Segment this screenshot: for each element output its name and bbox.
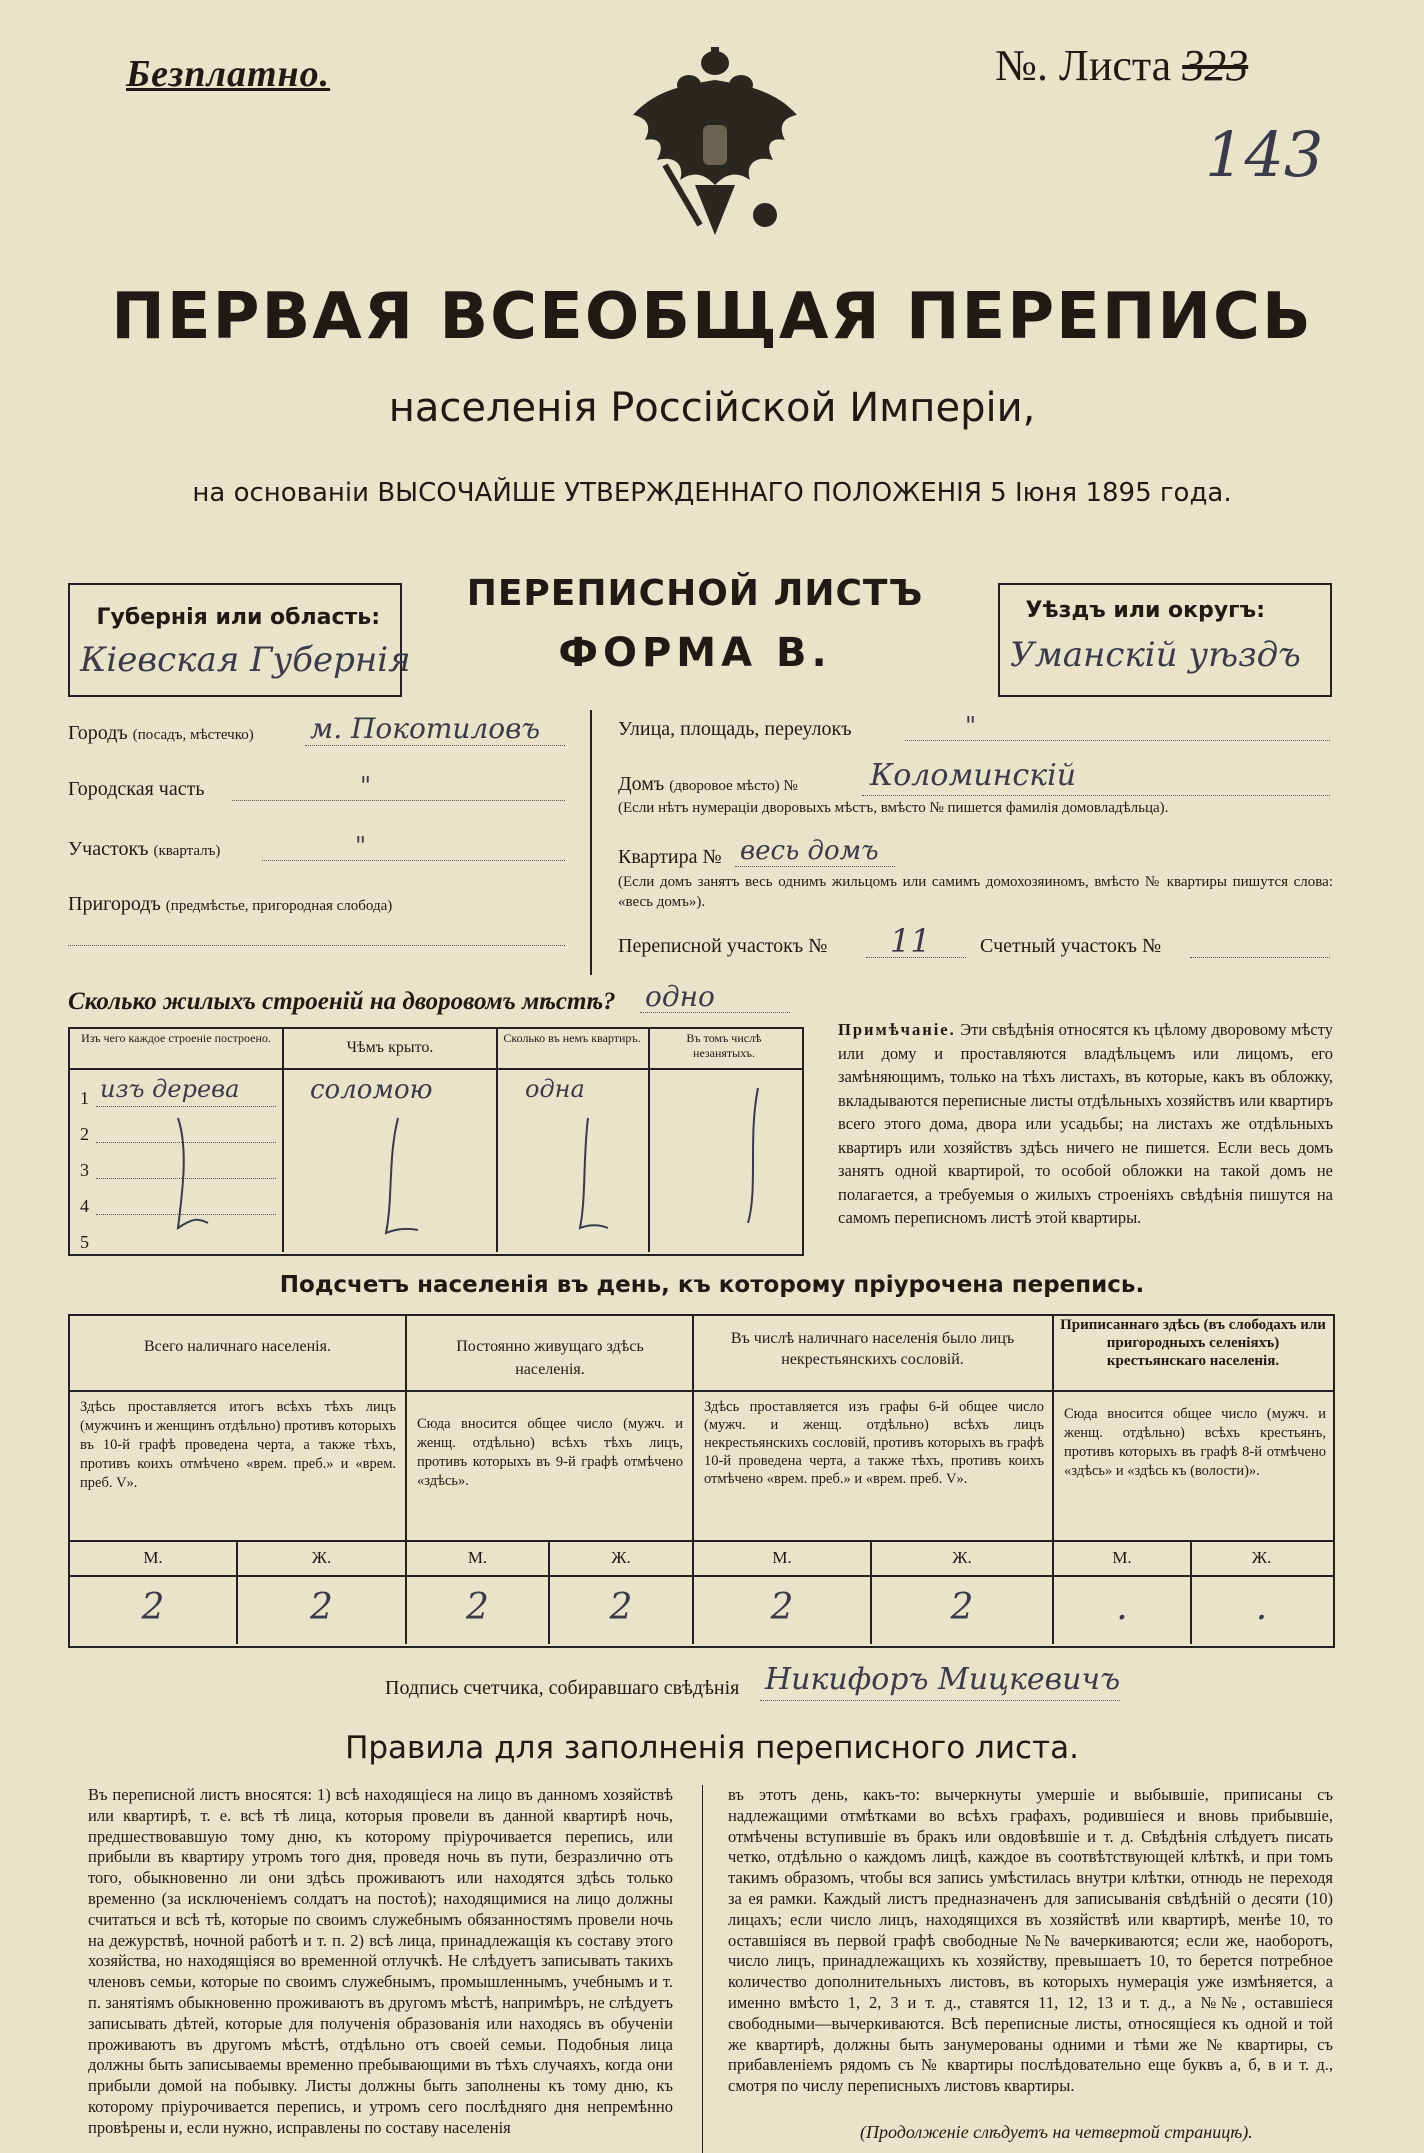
buildings-question: Сколько жилыхъ строеній на дворовомъ мѣстѣ? [68,988,616,1015]
count-m-label-2: М. [467,1548,488,1567]
rules-continued: (Продолженіе слѣдуетъ на четвертой страницѣ). [860,2122,1253,2142]
kvartira-field[interactable] [735,866,895,867]
count-value-m-2[interactable]: 2 [466,1587,489,1628]
count-value-f-3[interactable]: 2 [950,1587,974,1628]
gorod-label [68,722,254,745]
count-m-label-3: М. [772,1548,792,1567]
census-subtitle: населенія Россійской Имперіи, [388,385,1036,431]
sheet-number-prefix: №. Листа [995,41,1172,90]
free-label: Безплатно. [126,53,331,95]
count-head-3: Въ числѣ наличнаго населенія было лицъ некрестьянскихъ сословій. [730,1330,1015,1368]
count-value-m-4[interactable]: . [1116,1587,1128,1628]
rules-left-column: Въ переписной листъ вносятся: 1) всѣ находящіеся на лицо въ данномъ хозяйствѣ или квартирѣ, т. е. всѣ тѣ лица, которыя провели въ данной квартирѣ ночь, предшествовавшую тому дню, къ которому пріурочивается перепись, или прибыли въ квартиру утромъ того дня, проведя ночь въ пути, безразлично отъ того, обыкновенно ли они здѣсь проживаютъ или находятся здѣсь только временно (за исключеніемъ солдатъ на постоѣ); находящимися на лицо должны считаться и всѣ тѣ, которые по своимъ служебнымъ обязанностямъ провели ночь на дежурствѣ, ночной работѣ и т. п. 2) всѣ лица, принадлежащія къ составу этого хозяйства, но находящіяся во временной отлучкѣ. Не слѣдуетъ записывать такихъ членовъ семьи, которые по своимъ служебнымъ, промышленнымъ, учебнымъ и т. п. занятіямъ обыкновенно проживаютъ въ другомъ мѣстѣ, напримѣръ, не слѣдуетъ записывать дѣтей, которые для полученія образованія или находясь въ обученіи проживаютъ въ другомъ мѣстѣ, отдѣльно отъ своей семьи. Подобныя лица должны быть записываемы временно пребывающими въ тѣхъ случаяхъ, когда они прибыли домой на побывку. Листы должны быть заполнены къ тому дню, къ которому пріурочивается перепись, и утромъ сего послѣдняго дня непремѣнно провѣрены и, если нужно, исправлены по составу населенія [88,1785,673,2137]
perepisnoi-label: Переписной участокъ № [618,935,828,957]
rules-divider [702,1785,703,2153]
sheet-number-label [995,40,1248,91]
kvartira-label: Квартира № [618,846,722,868]
count-desc-3: Здѣсь проставляется изъ графы 6-й общее число (мужч. и женщ. отдѣльно) всѣхъ лицъ некрестьянскихъ сословій, противъ которыхъ въ графѣ 10-й проведена черта, а также тѣхъ, противъ коихъ отмѣчено «врем. преб.» и «врем. преб. V». [704,1399,1044,1487]
buildings-answer: одно [645,980,715,1013]
prigorod-field[interactable] [68,945,565,946]
count-mf-line [68,1540,1333,1542]
ulitsa-value: " [965,712,977,740]
uchastok-field[interactable] [262,860,565,861]
count-head-line [68,1390,1333,1392]
census-basis: на основаніи ВЫСОЧАЙШЕ УТВЕРЖДЕННАГО ПОЛОЖЕНІЯ 5 Іюня 1895 года. [192,478,1232,508]
count-f-label-2: Ж. [611,1548,631,1567]
chast-label: Городская часть [68,778,205,800]
count-value-m-3[interactable]: 2 [770,1587,794,1628]
signature-label: Подпись счетчика, собиравшаго свѣдѣнія [385,1677,740,1699]
row-num-2: 2 [80,1124,89,1144]
dom-hint: (Если нѣтъ нумераціи дворовыхъ мѣстъ, вмѣсто № пишется фамилія домовладѣльца). [618,800,1169,816]
count-value-m-1[interactable]: 2 [141,1587,165,1628]
uchastok-label [68,838,220,861]
row-num-5: 5 [80,1232,89,1252]
dom-label [618,773,798,796]
prigorod-note: (предмѣстье, пригородная слобода) [165,898,393,914]
gorod-note: (посадъ, мѣстечко) [132,727,254,743]
count-desc-4: Сюда вносится общее число (мужч. и женщ. отдѣльно) всѣхъ крестьянъ, противъ которыхъ въ графѣ 8-й отмѣчено «здѣсь» и «здѣсь къ (волости)». [1064,1406,1326,1479]
count-value-f-1[interactable]: 2 [310,1587,333,1628]
dom-note: (дворовое мѣсто) № [669,778,798,794]
count-f-label-4: Ж. [1251,1548,1272,1567]
buildings-head-apartments: Сколько въ немъ квартиръ. [503,1031,641,1045]
row-num-3: 3 [80,1160,89,1180]
buildings-material-value: изъ дерева [100,1075,240,1103]
bleed-through-left [180,110,450,250]
chast-value: " [360,772,372,800]
count-m-label-1: М. [143,1548,163,1567]
sheet-number-struck: 323 [1182,41,1249,90]
uezd-value: Уманскій уѣздъ [1010,635,1301,675]
form-name: ФОРМА В. [558,630,832,676]
dom-label-text: Домъ [618,773,665,795]
signature-field[interactable] [760,1700,1120,1701]
uchastok-label-text: Участокъ [68,838,149,860]
census-main-title: ПЕРВАЯ ВСЕОБЩАЯ ПЕРЕПИСЬ [111,280,1313,354]
gorod-label-text: Городъ [68,722,128,744]
row-num-4: 4 [80,1196,89,1216]
buildings-ditto-marks [68,1068,800,1252]
rules-right-column: въ этотъ день, какъ-то: вычеркнуты умершіе и выбывшіе, приписаны съ надлежащими отмѣтками во всѣхъ графахъ, родившіеся и вновь прибывшіе, отмѣчены вступившіе въ бракъ или овдовѣвшіе и т. д. Свѣдѣнія слѣдуетъ писать четко, отдѣльно о каждомъ лицѣ, каждое въ соотвѣтствующей клѣткѣ, и при томъ такимъ образомъ, чтобы вся запись умѣстилась внутри клѣтки, отнюдь не переходя за ея рамки. Каждый листъ предназначенъ для записыванія свѣдѣній о десяти (10) лицахъ; если число лицъ, находящихся въ хозяйствѣ или квартирѣ, менѣе 10, то оставшіяся въ первой графѣ свободные №№ вачеркиваются; если же, наоборотъ, число лицъ, принадлежащихъ къ хозяйству, превышаетъ 10, то берется потребное количество дополнительныхъ листовъ, въ которыхъ нумерація уже измѣняется, а именно вмѣсто 1, 2, 3 и т. д., ставятся 11, 12, 13 и т. д., а №№, оставшіеся свободными—вычеркиваются. Всѣ переписные листы, относящіеся къ одной и той же квартирѣ, должны быть занумерованы одними и тѣми же № квартиры, съ прибавленіемъ рядомъ съ № квартиры послѣдовательно еще буквъ а, б, в и т. д., смотря по числу переписныхъ листовъ квартиры. [728,1785,1333,2096]
uezd-label: Уѣздъ или округъ: [1025,598,1265,623]
uchastok-note: (кварталъ) [153,843,221,859]
count-desc-2: Сюда вносится общее число (мужч. и женщ. отдѣльно) всѣхъ тѣхъ лицъ, противъ которыхъ въ 9-й графѣ отмѣчено «здѣсь». [417,1416,683,1489]
prigorod-label-text: Пригородъ [68,893,161,915]
rules-title: Правила для заполненія переписного листа. [345,1730,1079,1766]
count-head-4: Приписаннаго здѣсь (въ слободахъ или пригородныхъ селеніяхъ) крестьянскаго населенія. [1060,1317,1326,1369]
count-value-f-2[interactable]: 2 [609,1587,633,1628]
buildings-note-text: Эти свѣдѣнія относятся къ цѣлому дворовому мѣсту или дому и проставляются владѣльцемъ или лицомъ, его замѣняющимъ, только на тѣхъ листахъ, въ которые, какъ въ обложку, вкладываются переписные листы отдѣльныхъ хозяйствъ или квартиръ всего этого дома, двора или усадьбы; на листахъ же отдѣльныхъ квартиръ или хозяйствъ здѣсь ничего не пишется. Если весь домъ занятъ одной квартирой, то особой обложки на такой домъ не полагается, а требуемыя о жилыхъ строеніяхъ свѣдѣнія пишутся на самомъ переписномъ листѣ этой квартиры. [838,1020,1333,1227]
dom-field[interactable] [862,795,1330,796]
ulitsa-label: Улица, площадь, переулокъ [618,718,852,740]
kvartira-hint: (Если домъ занятъ весь однимъ жильцомъ или самимъ домохозяиномъ, вмѣсто № квартиры пишутся слова: «весь домъ»). [618,874,1333,910]
buildings-apartments-value: одна [525,1075,585,1103]
count-head-2: Постоянно живущаго здѣсь населенія. [456,1338,644,1378]
schetny-field[interactable] [1190,957,1330,958]
eagle-emblem-icon [625,45,805,240]
guberniya-label: Губернія или область: [96,605,380,630]
ulitsa-field[interactable] [905,740,1330,741]
count-f-label-1: Ж. [311,1548,332,1567]
row-num-1: 1 [80,1088,89,1108]
gorod-value: м. Покотиловъ [310,712,541,745]
buildings-head-roof: Чѣмъ крыто. [346,1039,434,1056]
count-value-f-4[interactable]: . [1255,1587,1268,1628]
dom-value: Коломинскій [870,758,1077,793]
kvartira-value: весь домъ [740,836,879,866]
guberniya-value: Кіевская Губернія [80,640,411,680]
count-head-1: Всего наличнаго населенія. [144,1338,331,1355]
sheet-number-handwritten: 143 [1205,118,1324,191]
prigorod-label [68,893,392,916]
address-divider [590,710,592,975]
gorod-field[interactable] [305,745,565,746]
buildings-note [838,1018,1333,1230]
chast-field[interactable] [232,800,565,801]
buildings-head-vacant: Въ томъ числѣ незанятыхъ. [686,1031,762,1060]
sheet-title: ПЕРЕПИСНОЙ ЛИСТЪ [466,573,924,614]
schetny-label: Счетный участокъ № [980,935,1162,957]
count-desc-1: Здѣсь проставляется итогъ всѣхъ тѣхъ лицъ (мужчинъ и женщинъ отдѣльно) противъ которыхъ въ 10-й графѣ проведена черта, а также тѣхъ, противъ коихъ отмѣчено «врем. преб.» и «врем. преб. V». [80,1399,396,1491]
count-values-line [68,1575,1333,1577]
count-title: Подсчетъ населенія въ день, къ которому пріурочена перепись. [279,1272,1145,1298]
buildings-head-material: Изъ чего каждое строеніе построено. [81,1031,271,1045]
buildings-roof-value: соломою [310,1075,433,1105]
count-m-label-4: М. [1112,1548,1132,1567]
buildings-note-title: Примѣчаніе. [838,1020,956,1039]
count-f-label-3: Ж. [952,1548,972,1567]
perepisnoi-value: 11 [890,922,931,960]
uchastok-value: " [355,832,367,860]
signature-value: Никифоръ Мицкевичъ [765,1662,1121,1697]
